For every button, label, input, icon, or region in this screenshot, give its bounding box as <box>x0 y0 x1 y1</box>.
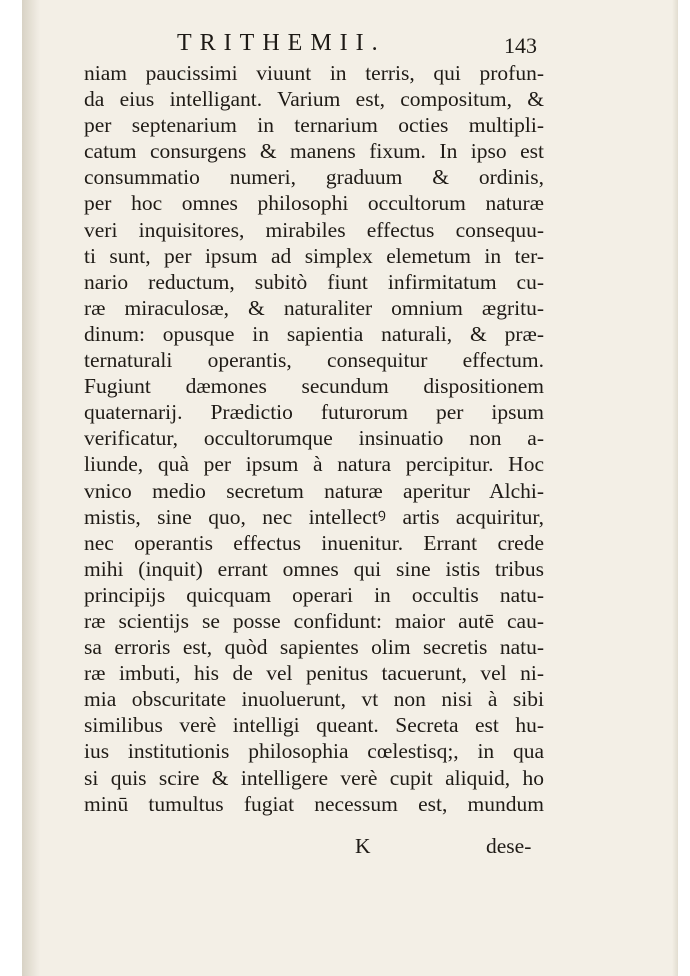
text-line: dinum: opusque in sapientia naturali, & præ- <box>84 321 544 346</box>
text-line: ternaturali operantis, consequitur effectum. <box>84 348 544 373</box>
page-edge <box>672 0 678 976</box>
text-line: verificatur, occultorumque insinuatio non a- <box>84 426 544 451</box>
text-line: sa erroris est, quòd sapientes olim secretis natu- <box>84 635 544 660</box>
running-head: TRITHEMII. <box>177 30 386 56</box>
text-line: veri inquisitores, mirabiles effectus consequu- <box>84 217 544 242</box>
signature-mark: K <box>355 834 371 858</box>
text-line: nario reductum, subitò fiunt infirmitatum cu- <box>84 269 544 294</box>
text-line: niam paucissimi viuunt in terris, qui profun- <box>84 61 544 85</box>
catchline <box>22 834 678 864</box>
text-line: minū tumultus fugiat necessum est, mundum <box>84 791 544 816</box>
text-line: mihi (inquit) errant omnes qui sine istis tribus <box>84 556 544 581</box>
book-page <box>22 0 678 976</box>
text-line: vnico medio secretum naturæ aperitur Alchi- <box>84 478 544 503</box>
text-line: ti sunt, per ipsum ad simplex elemetum in ter- <box>84 243 544 268</box>
text-line: ius institutionis philosophia cœlestisq;, in qua <box>84 739 544 764</box>
page-number: 143 <box>504 33 537 58</box>
text-line: quaternarij. Prædictio futurorum per ipsum <box>84 400 544 425</box>
text-line: catum consurgens & manens fixum. In ipso est <box>84 139 544 164</box>
text-line: liunde, quà per ipsum à natura percipitur. Hoc <box>84 452 544 477</box>
text-line: principijs quicquam operari in occultis natu- <box>84 582 544 607</box>
text-line: similibus verè intelligi queant. Secreta est hu- <box>84 713 544 738</box>
text-line: ræ miraculosæ, & naturaliter omnium ægritu- <box>84 295 544 320</box>
text-line: da eius intelligant. Varium est, compositum, & <box>84 87 544 112</box>
text-line: ræ imbuti, his de vel penitus tacuerunt, vel ni- <box>84 661 544 686</box>
text-line: mistis, sine quo, nec intellectꝰ artis acquiritur, <box>84 504 544 529</box>
gutter-shadow <box>22 0 40 976</box>
text-line: mia obscuritate inuoluerunt, vt non nisi à sibi <box>84 687 544 712</box>
text-line: per hoc omnes philosophi occultorum naturæ <box>84 191 544 216</box>
body-text <box>84 60 544 817</box>
text-line: consummatio numeri, graduum & ordinis, <box>84 165 544 190</box>
catchword: dese- <box>486 834 532 858</box>
text-line: si quis scire & intelligere verè cupit aliquid, ho <box>84 765 544 790</box>
page-header <box>22 30 678 60</box>
text-line: Fugiunt dæmones secundum dispositionem <box>84 374 544 399</box>
text-line: per septenarium in ternarium octies multipli- <box>84 113 544 138</box>
text-line: ræ scientijs se posse confidunt: maior autē cau- <box>84 608 544 633</box>
text-line: nec operantis effectus inuenitur. Errant crede <box>84 530 544 555</box>
